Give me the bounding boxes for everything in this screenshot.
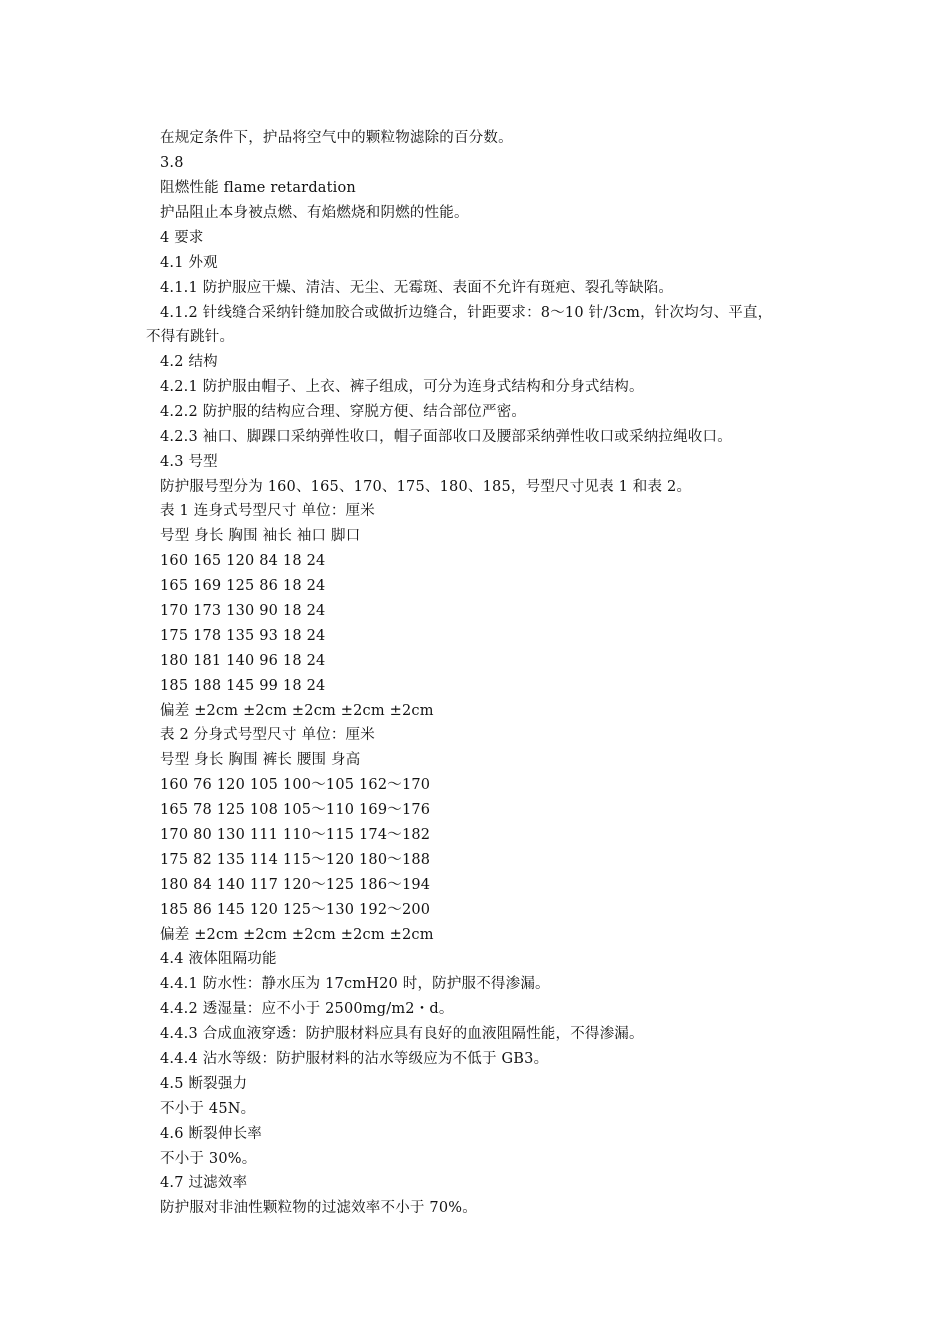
subsection-heading: 4.5 断裂强力	[160, 1076, 248, 1092]
subsection-heading: 4.3 号型	[160, 454, 218, 470]
table-caption: 表 1 连身式号型尺寸 单位：厘米	[160, 503, 375, 519]
table-caption: 表 2 分身式号型尺寸 单位：厘米	[160, 727, 375, 743]
clause: 4.4.4 沾水等级：防护服材料的沾水等级应为不低于 GB3。	[160, 1051, 549, 1067]
clause: 4.1.2 针线缝合采纳针缝加胶合或做折边缝合，针距要求：8～10 针/3cm，针次均匀、平直，	[160, 305, 773, 321]
subsection-heading: 4.7 过滤效率	[160, 1175, 248, 1191]
clause: 4.2.3 袖口、脚踝口采纳弹性收口，帽子面部收口及腰部采纳弹性收口或采纳拉绳收口。	[160, 429, 732, 445]
table-row: 170 80 130 111 110～115 174～182	[160, 827, 431, 843]
table-row: 180 181 140 96 18 24	[160, 653, 326, 669]
table-row: 165 169 125 86 18 24	[160, 578, 326, 594]
paragraph: 防护服号型分为 160、165、170、175、180、185，号型尺寸见表 1 和表 2。	[160, 479, 692, 495]
clause-continuation: 不得有跳针。	[146, 329, 235, 345]
clause: 4.2.2 防护服的结构应合理、穿脱方便、结合部位严密。	[160, 404, 527, 420]
paragraph: 不小于 30%。	[160, 1151, 257, 1167]
table-tolerance-row: 偏差 ±2cm ±2cm ±2cm ±2cm ±2cm	[160, 927, 434, 943]
table-row: 185 188 145 99 18 24	[160, 678, 326, 694]
table-row: 165 78 125 108 105～110 169～176	[160, 802, 431, 818]
paragraph: 不小于 45N。	[160, 1101, 256, 1117]
table-row: 175 178 135 93 18 24	[160, 628, 326, 644]
subsection-heading: 4.2 结构	[160, 354, 218, 370]
subsection-heading: 4.6 断裂伸长率	[160, 1126, 262, 1142]
table-row: 175 82 135 114 115～120 180～188	[160, 852, 431, 868]
table-header-row: 号型 身长 胸围 袖长 袖口 脚口	[160, 528, 361, 544]
table-row: 170 173 130 90 18 24	[160, 603, 326, 619]
paragraph: 在规定条件下，护品将空气中的颗粒物滤除的百分数。	[160, 130, 513, 146]
clause: 4.4.2 透湿量：应不小于 2500mg/m2・d。	[160, 1001, 454, 1017]
table-row: 185 86 145 120 125～130 192～200	[160, 902, 431, 918]
table-row: 180 84 140 117 120～125 186～194	[160, 877, 431, 893]
table-tolerance-row: 偏差 ±2cm ±2cm ±2cm ±2cm ±2cm	[160, 703, 434, 719]
subsection-heading: 4.1 外观	[160, 255, 218, 271]
clause: 4.4.3 合成血液穿透：防护服材料应具有良好的血液阻隔性能，不得渗漏。	[160, 1026, 644, 1042]
paragraph: 护品阻止本身被点燃、有焰燃烧和阴燃的性能。	[160, 205, 469, 221]
table-header-row: 号型 身长 胸围 裤长 腰围 身高	[160, 752, 361, 768]
table-row: 160 76 120 105 100～105 162～170	[160, 777, 431, 793]
clause: 4.1.1 防护服应干燥、清洁、无尘、无霉斑、表面不允许有斑疤、裂孔等缺陷。	[160, 280, 674, 296]
paragraph: 防护服对非油性颗粒物的过滤效率不小于 70%。	[160, 1200, 477, 1216]
table-row: 160 165 120 84 18 24	[160, 553, 326, 569]
subsection-heading: 4.4 液体阻隔功能	[160, 951, 277, 967]
section-number: 3.8	[160, 155, 184, 171]
clause: 4.2.1 防护服由帽子、上衣、裤子组成，可分为连身式结构和分身式结构。	[160, 379, 644, 395]
section-heading: 4 要求	[160, 230, 204, 246]
clause: 4.4.1 防水性：静水压为 17cmH20 时，防护服不得渗漏。	[160, 976, 550, 992]
term-heading: 阻燃性能 flame retardation	[160, 180, 356, 196]
